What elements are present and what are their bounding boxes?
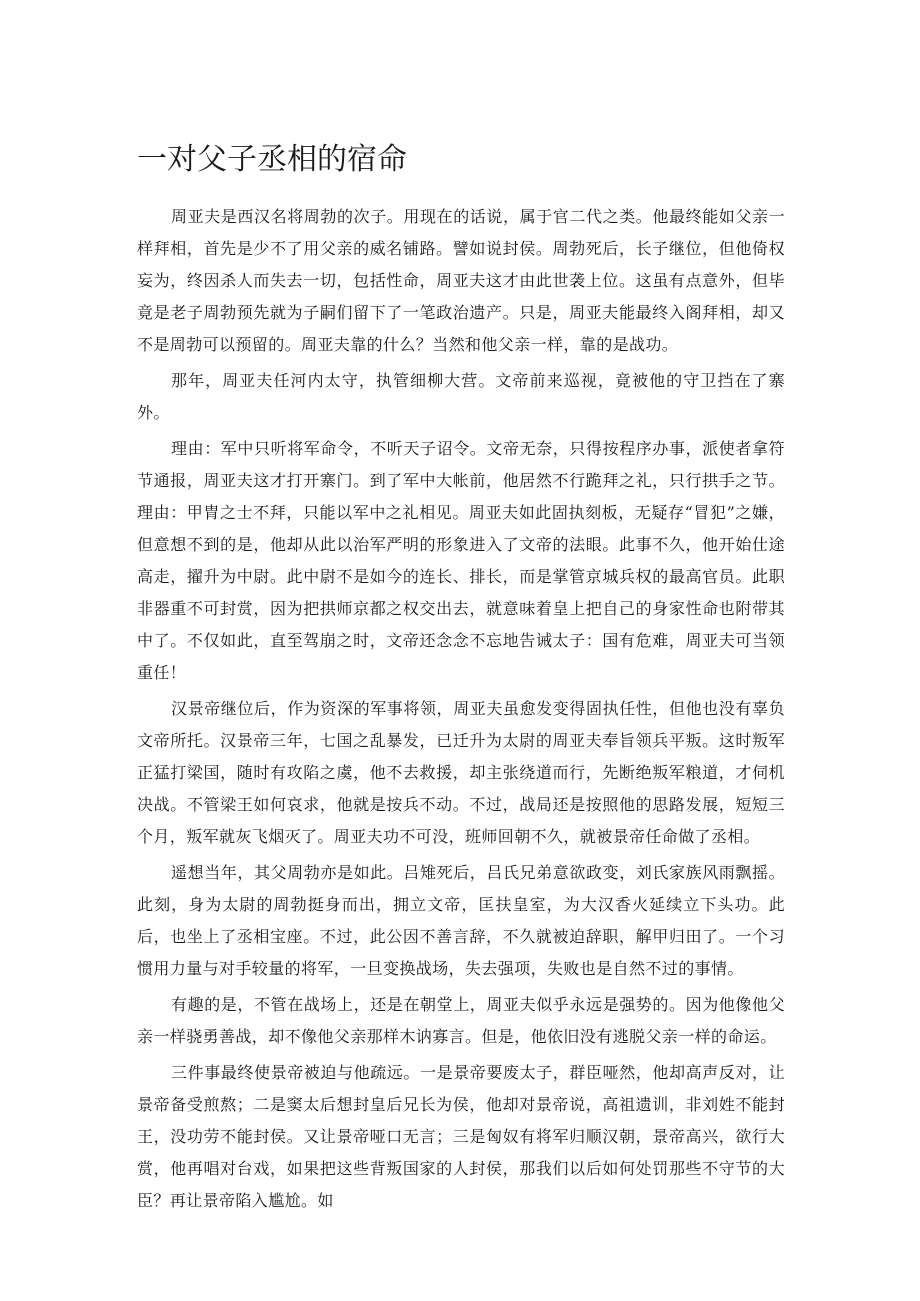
paragraph-2: 那年，周亚夫任河内太守，执管细柳大营。文帝前来巡视，竟被他的守卫挡在了寨外。 (137, 371, 785, 422)
paragraph-7: 三件事最终使景帝被迫与他疏远。一是景帝要废太子，群臣哑然，他却高声反对，让景帝备受煎熬；二是窦太后想封皇后兄长为侯，他却对景帝说，高祖遗训，非刘姓不能封王，没功劳不能封侯。又让景帝哑口无言；三是匈奴有将军归顺汉朝，景帝高兴，欲行大赏，他再唱对台戏，如果把这些背叛国家的人封侯，那我们以后如何处罚那些不守节的大臣？再让景帝陷入尴尬。如 (137, 1063, 785, 1210)
paragraph-5: 遥想当年，其父周勃亦是如此。吕雉死后，吕氏兄弟意欲政变，刘氏家族风雨飘摇。此刻，身为太尉的周勃挺身而出，拥立文帝，匡扶皇室，为大汉香火延续立下头功。此后，也坐上了丞相宝座。不过，此公因不善言辞，不久就被迫辞职，解甲归田了。一个习惯用力量与对手较量的将军，一旦变换战场，失去强项，失败也是自然不过的事情。 (137, 863, 785, 978)
paragraph-3: 理由：军中只听将军命令，不听天子诏令。文帝无奈，只得按程序办事，派使者拿符节通报，周亚夫这才打开寨门。到了军中大帐前，他居然不行跪拜之礼，只行拱手之节。理由：甲胄之士不拜，只能以军中之礼相见。周亚夫如此固执刻板，无疑存“冒犯”之嫌，但意想不到的是，他却从此以治军严明的形象进入了文帝的法眼。此事不久，他开始仕途高走，擢升为中尉。此中尉不是如今的连长、排长，而是掌管京城兵权的最高官员。此职非器重不可封赏，因为把拱师京都之权交出去，就意味着皇上把自己的身家性命也附带其中了。不仅如此，直至驾崩之时，文帝还念念不忘地告诫太子：国有危难，周亚夫可当领重任！ (137, 439, 785, 682)
paragraph-1: 周亚夫是西汉名将周勃的次子。用现在的话说，属于官二代之类。他最终能如父亲一样拜相，首先是少不了用父亲的威名铺路。譬如说封侯。周勃死后，长子继位，但他倚权妄为，终因杀人而失去一切，包括性命，周亚夫这才由此世袭上位。这虽有点意外，但毕竟是老子周勃预先就为子嗣们留下了一笔政治遗产。只是，周亚夫能最终入阁拜相，却又不是周勃可以预留的。周亚夫靠的什么？当然和他父亲一样，靠的是战功。 (137, 207, 785, 354)
article-title: 一对父子丞相的宿命 (137, 142, 407, 177)
paragraph-4: 汉景帝继位后，作为资深的军事将领，周亚夫虽愈发变得固执任性，但他也没有辜负文帝所托。汉景帝三年，七国之乱暴发，已迁升为太尉的周亚夫奉旨领兵平叛。这时叛军正猛打梁国，随时有攻陷之虞，他不去救援，却主张绕道而行，先断绝叛军粮道，才伺机决战。不管梁王如何哀求，他就是按兵不动。不过，战局还是按照他的思路发展，短短三个月，叛军就灰飞烟灭了。周亚夫功不可没，班师回朝不久，就被景帝任命做了丞相。 (137, 699, 785, 846)
paragraph-6: 有趣的是，不管在战场上，还是在朝堂上，周亚夫似乎永远是强势的。因为他像他父亲一样骁勇善战，却不像他父亲那样木讷寡言。但是，他依旧没有逃脱父亲一样的命运。 (137, 995, 785, 1046)
article-body (137, 201, 785, 1221)
